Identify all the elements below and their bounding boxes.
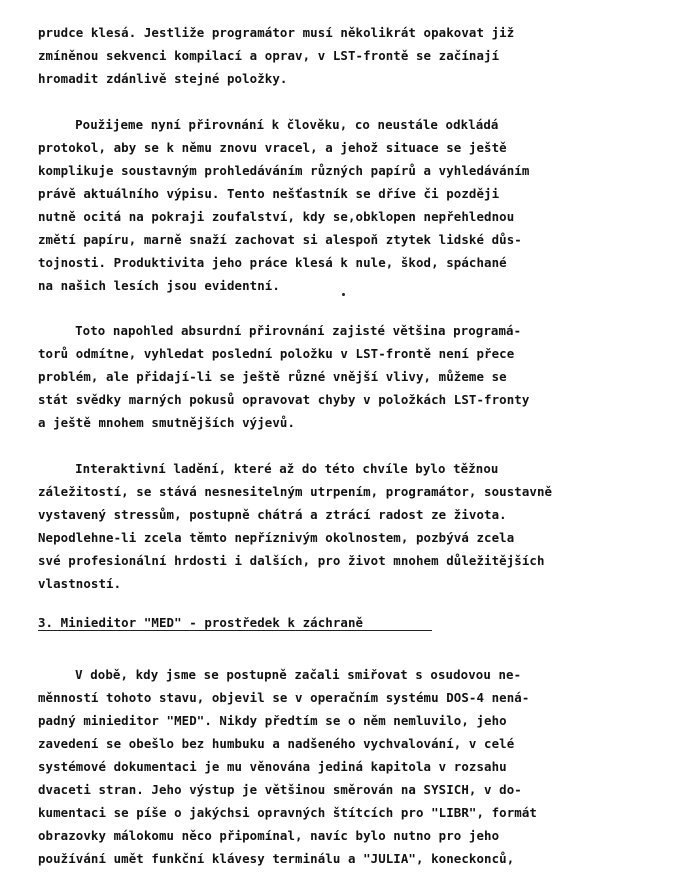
section-paragraph-line-9: používání umět funkční klávesy terminálu a "JULIA", koneckonců, [38, 851, 515, 866]
scan-speck [342, 293, 345, 296]
paragraph-4-line-1: Interaktivní ladění, které až do této chvíle bylo těžnou [60, 461, 499, 476]
section-paragraph-line-2: měnností tohoto stavu, objevil se v operačním systému DOS-4 nená- [38, 690, 530, 705]
paragraph-3-line-5: a ještě mnohem smutnějších výjevů. [38, 415, 296, 430]
paragraph-4-line-2: záležitostí, se stává nesnesitelným utrpením, programátor, soustavně [38, 484, 553, 499]
section-paragraph-line-6: dvaceti stran. Jeho výstup je většinou směrován na SYSICH, v do- [38, 782, 522, 797]
paragraph-1-line-2: zmíněnou sekvenci kompilací a oprav, v LST-frontě se začínají [38, 48, 500, 63]
paragraph-2-line-1: Použijeme nyní přirovnání k člověku, co neustále odkládá [60, 117, 499, 132]
paragraph-2-line-8: na našich lesích jsou evidentní. [38, 278, 280, 293]
section-paragraph-line-1: V době, kdy jsme se postupně začali smiřovat s osudovou ne- [60, 667, 522, 682]
paragraph-4-line-6: vlastností. [38, 576, 122, 591]
section-heading-underline [38, 630, 432, 631]
paragraph-4-line-3: vystavený stressům, postupně chátrá a ztrácí radost ze života. [38, 507, 507, 522]
section-heading: 3. Minieditor "MED" - prostředek k záchraně [38, 615, 364, 630]
paragraph-3-line-1: Toto napohled absurdní přirovnání zajisté většina programá- [60, 323, 522, 338]
paragraph-2-line-2: protokol, aby se k němu znovu vracel, a jehož situace se ještě [38, 140, 507, 155]
paragraph-2-line-6: změtí papíru, marně snaží zachovat si alespoň ztytek lidské důs- [38, 232, 522, 247]
paragraph-4-line-4: Nepodlehne-li zcela těmto nepříznivým okolnostem, pozbývá zcela [38, 530, 515, 545]
paragraph-3-line-3: problém, ale přidají-li se ještě různé vnější vlivy, můžeme se [38, 369, 507, 384]
paragraph-2-line-3: komplikuje soustavným prohledáváním různých papírů a vyhledáváním [38, 163, 530, 178]
paragraph-3-line-2: torů odmítne, vyhledat poslední položku v LST-frontě není přece [38, 346, 515, 361]
section-paragraph-line-5: systémové dokumentaci je mu věnována jediná kapitola v rozsahu [38, 759, 507, 774]
paragraph-2-line-4: právě aktuálního výpisu. Tento nešťastník se dříve či později [38, 186, 500, 201]
paragraph-3-line-4: stát svědky marných pokusů opravovat chyby v položkách LST-fronty [38, 392, 530, 407]
paragraph-2-line-5: nutně ocitá na pokraji zoufalství, kdy se,obklopen nepřehlednou [38, 209, 515, 224]
section-paragraph-line-7: kumentaci se píše o jakýchsi opravných štítcích pro "LIBR", formát [38, 805, 537, 820]
paragraph-4-line-5: své profesionální hrdosti i dalších, pro život mnohem důležitějších [38, 553, 545, 568]
paragraph-2-line-7: tojnosti. Produktivita jeho práce klesá k nule, škod, spáchané [38, 255, 507, 270]
section-paragraph-line-3: padný minieditor "MED". Nikdy předtím se o něm nemluvilo, jeho [38, 713, 507, 728]
section-paragraph-line-4: zavedení se obešlo bez humbuku a nadšeného vychvalování, v celé [38, 736, 515, 751]
paragraph-1-line-3: hromadit zdánlivě stejné položky. [38, 71, 288, 86]
paragraph-1-line-1: prudce klesá. Jestliže programátor musí několikrát opakovat již [38, 25, 515, 40]
section-paragraph-line-8: obrazovky málokomu něco připomínal, navíc bylo nutno pro jeho [38, 828, 500, 843]
